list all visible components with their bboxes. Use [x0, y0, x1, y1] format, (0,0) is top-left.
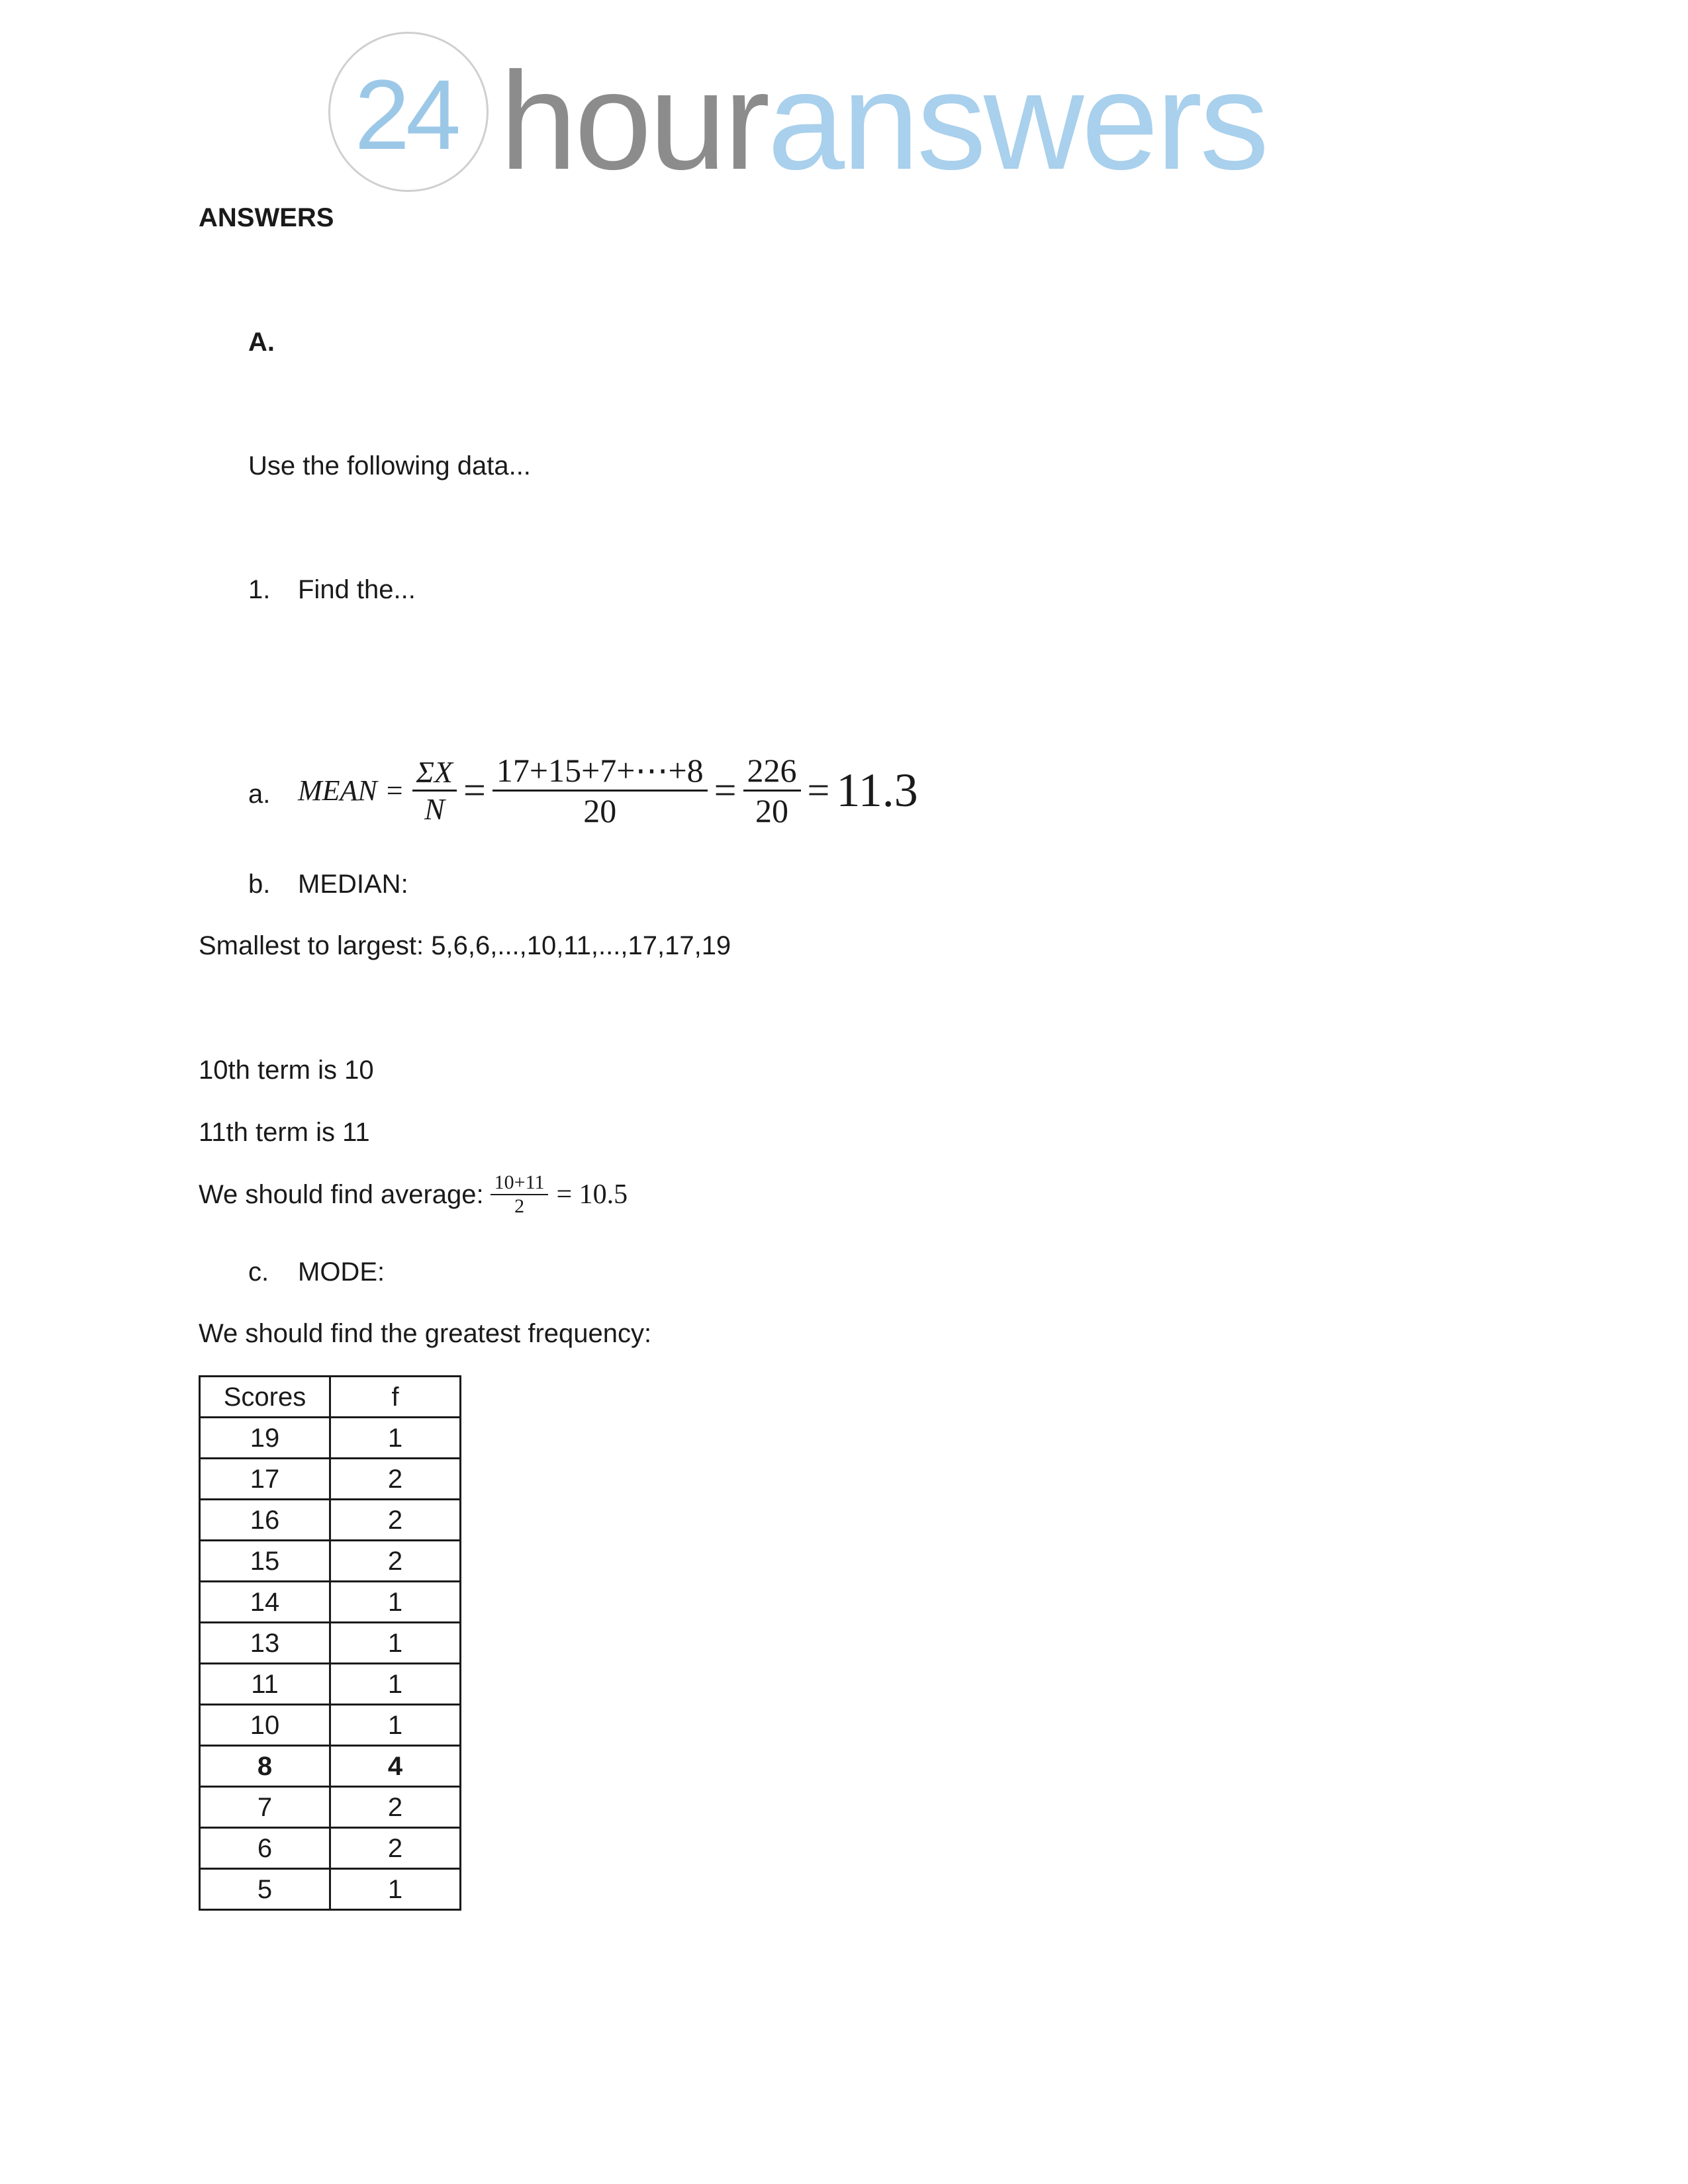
table-cell-score: 17	[200, 1459, 330, 1500]
table-header-scores: Scores	[200, 1377, 330, 1418]
table-cell-frequency: 2	[330, 1787, 461, 1828]
table-cell-score: 6	[200, 1828, 330, 1869]
table-cell-frequency: 1	[330, 1664, 461, 1705]
logo-word-answers: answers	[767, 43, 1267, 199]
table-cell-score: 7	[200, 1787, 330, 1828]
question-text: Find the...	[298, 575, 416, 604]
logo-number: 24	[354, 59, 457, 170]
table-body	[200, 1418, 461, 1910]
table-cell-score: 8	[200, 1746, 330, 1787]
median-average-result: = 10.5	[556, 1179, 628, 1210]
table-row	[200, 1500, 461, 1541]
table-cell-score: 5	[200, 1869, 330, 1910]
mean-equation: MEAN = $\frac{\Sigma X}{N}$ = $\frac{17+15+7+\cdots+8}{20}$ = $\frac{226}{20}$ = 11.3	[298, 752, 918, 829]
table-cell-frequency: 1	[330, 1869, 461, 1910]
table-row	[200, 1828, 461, 1869]
table-row	[200, 1746, 461, 1787]
mean-frac2-num: 17+15+7+⋯+8	[492, 751, 708, 792]
median-label: b.	[248, 870, 271, 899]
mean-frac1-num: ΣX	[412, 754, 457, 792]
median-term11: 11th term is 11	[199, 1118, 370, 1147]
intro-text: Use the following data...	[248, 451, 531, 480]
mean-result: 11.3	[836, 764, 918, 817]
mean-frac1-den: N	[424, 792, 445, 826]
mean-frac3-den: 20	[755, 792, 789, 829]
median-sorted: Smallest to largest: 5,6,6,...,10,11,...,17,17,19	[199, 931, 731, 960]
section-label: A.	[248, 328, 275, 357]
mode-text: We should find the greatest frequency:	[199, 1319, 652, 1348]
table-row	[200, 1705, 461, 1746]
table-row	[200, 1418, 461, 1459]
median-avg-num: 10+11	[491, 1171, 549, 1195]
median-average	[199, 1171, 628, 1218]
table-row	[200, 1541, 461, 1582]
table-cell-score: 11	[200, 1664, 330, 1705]
table-row	[200, 1459, 461, 1500]
median-average-text: We should find average:	[199, 1180, 484, 1209]
table-cell-score: 10	[200, 1705, 330, 1746]
median-average-fraction	[491, 1171, 549, 1218]
table-cell-frequency: 2	[330, 1828, 461, 1869]
table-row	[200, 1582, 461, 1623]
mean-frac3-num: 226	[743, 751, 801, 792]
median-avg-den: 2	[514, 1195, 525, 1217]
mode-title: MODE:	[298, 1257, 385, 1287]
table-cell-score: 19	[200, 1418, 330, 1459]
mean-frac2-den: 20	[583, 792, 617, 829]
table-header-f: f	[330, 1377, 461, 1418]
table-cell-frequency: 1	[330, 1582, 461, 1623]
table-row	[200, 1787, 461, 1828]
logo	[324, 26, 1291, 199]
table-cell-frequency: 1	[330, 1623, 461, 1664]
table-cell-score: 13	[200, 1623, 330, 1664]
table-cell-frequency: 2	[330, 1500, 461, 1541]
logo-wordmark	[500, 43, 1267, 199]
mean-fraction-total	[743, 751, 801, 830]
table-row	[200, 1623, 461, 1664]
table-cell-frequency: 2	[330, 1459, 461, 1500]
mean-lhs: MEAN	[298, 774, 377, 807]
table-cell-score: 14	[200, 1582, 330, 1623]
table-cell-frequency: 2	[330, 1541, 461, 1582]
mean-fraction-sum	[492, 751, 708, 830]
mean-label: a.	[248, 780, 271, 809]
mode-label: c.	[248, 1257, 269, 1287]
table-cell-frequency: 1	[330, 1705, 461, 1746]
table-cell-frequency: 4	[330, 1746, 461, 1787]
question-number: 1.	[248, 575, 271, 604]
table-cell-score: 16	[200, 1500, 330, 1541]
median-title: MEDIAN:	[298, 870, 408, 899]
logo-word-hour: hour	[500, 43, 768, 199]
page-title: ANSWERS	[199, 203, 334, 232]
table-header-row	[200, 1377, 461, 1418]
table-row	[200, 1869, 461, 1910]
table-cell-score: 15	[200, 1541, 330, 1582]
table-cell-frequency: 1	[330, 1418, 461, 1459]
mean-fraction-sigma	[412, 754, 457, 827]
frequency-table	[199, 1375, 461, 1911]
table-row	[200, 1664, 461, 1705]
median-term10: 10th term is 10	[199, 1056, 374, 1085]
